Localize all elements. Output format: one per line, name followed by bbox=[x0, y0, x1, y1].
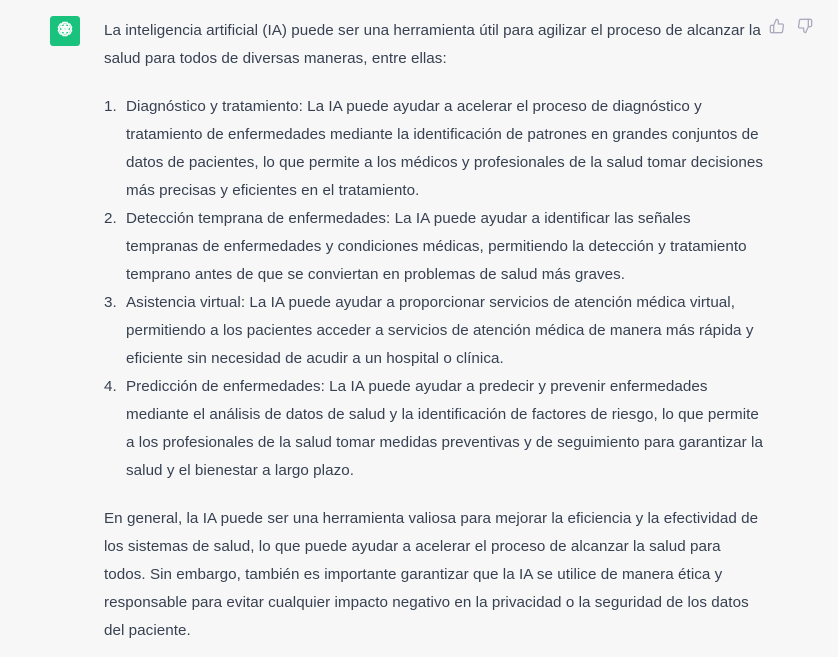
thumbs-up-button[interactable] bbox=[768, 19, 786, 37]
assistant-avatar bbox=[50, 16, 80, 46]
thumbs-up-icon bbox=[769, 18, 785, 39]
list-item-text: Detección temprana de enfermedades: La IA puede ayudar a identificar las señales tempranas de enfermedades y condiciones médicas, permitiendo la detección y tratamiento temprano antes de que se conviertan en problemas de salud más graves. bbox=[126, 210, 747, 283]
list-item bbox=[104, 289, 764, 373]
thumbs-down-icon bbox=[797, 18, 813, 39]
closing-paragraph: En general, la IA puede ser una herramienta valiosa para mejorar la eficiencia y la efectividad de los sistemas de salud, lo que puede ayudar a acelerar el proceso de alcanzar la salud para todos. Sin embargo, también es importante garantizar que la IA se utilice de manera ética y responsable para evitar cualquier impacto negativo en la privacidad o la seguridad de los datos del paciente. bbox=[104, 510, 759, 639]
list-item-text: Diagnóstico y tratamiento: La IA puede ayudar a acelerar el proceso de diagnóstico y tratamiento de enfermedades mediante la identificación de patrones en grandes conjuntos de datos de pacientes, lo que permite a los médicos y profesionales de la salud tomar decisiones más precisas y eficientes en el tratamiento. bbox=[126, 98, 763, 199]
list-number: 2. bbox=[104, 210, 117, 227]
thumbs-down-button[interactable] bbox=[796, 19, 814, 37]
list-item bbox=[104, 93, 764, 205]
list-number: 1. bbox=[104, 98, 117, 115]
list-item bbox=[104, 205, 764, 289]
intro-paragraph: La inteligencia artificial (IA) puede ser una herramienta útil para agilizar el proceso de alcanzar la salud para todos de diversas maneras, entre ellas: bbox=[104, 22, 761, 67]
numbered-list bbox=[104, 93, 764, 485]
openai-logo-icon bbox=[54, 18, 76, 45]
message-content bbox=[104, 17, 764, 645]
list-number: 3. bbox=[104, 294, 117, 311]
list-item bbox=[104, 373, 764, 485]
feedback-controls bbox=[768, 19, 814, 37]
list-item-text: Asistencia virtual: La IA puede ayudar a proporcionar servicios de atención médica virtual, permitiendo a los pacientes acceder a servicios de atención médica de manera más rápida y eficiente sin necesidad de acudir a un hospital o clínica. bbox=[126, 294, 754, 367]
list-item-text: Predicción de enfermedades: La IA puede ayudar a predecir y prevenir enfermedades mediante el análisis de datos de salud y la identificación de factores de riesgo, lo que permite a los profesionales de la salud tomar medidas preventivas y de seguimiento para garantizar la salud y el bienestar a largo plazo. bbox=[126, 378, 763, 479]
list-number: 4. bbox=[104, 378, 117, 395]
